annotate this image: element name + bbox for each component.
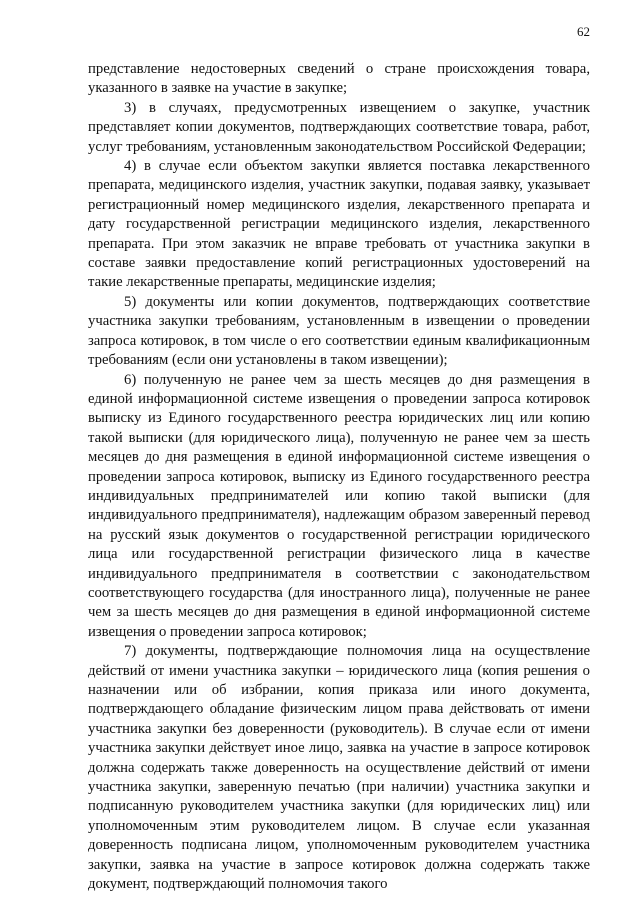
paragraph-item-3: 3) в случаях, предусмотренных извещением о закупке, участник представляет копии документов, подтверждающих соответствие товара, работ, услуг требованиям, установленным законодательством Российской Федерации; — [88, 99, 590, 155]
paragraph-item-6: 6) полученную не ранее чем за шесть месяцев до дня размещения в единой информационной системе извещения о проведении запроса котировок выписку из Единого государственного реестра юридических лиц или копию такой выписки (для юридического лица), полученную не ранее чем за шесть месяцев до дня размещения в единой информационной системе извещения о проведении запроса котировок, выписку из Единого государственного реестра индивидуальных предпринимателей или копию такой выписки (для индивидуального предпринимателя), надлежащим образом заверенный перевод на русский язык документов о государственной регистрации юридического лица или государственной регистрации физического лица в качестве индивидуального предпринимателя в соответствии с законодательством соответствующего государства (для иностранного лица), полученные не ранее чем за шесть месяцев до дня размещения в единой информационной системе извещения о проведении запроса котировок; — [88, 371, 590, 640]
paragraph-item-4: 4) в случае если объектом закупки является поставка лекарственного препарата, медицинского изделия, участник закупки, подавая заявку, указывает регистрационный номер медицинского изделия, лекарственного препарата и дату государственной регистрации медицинского изделия, лекарственного препарата. При этом заказчик не вправе требовать от участника закупки в составе заявки предоставление копий регистрационных удостоверений на такие лекарственные препараты, медицинские изделия; — [88, 158, 590, 291]
paragraph-continuation: представление недостоверных сведений о стране происхождения товара, указанного в заявке на участие в закупке; — [88, 61, 590, 97]
page-number: 62 — [577, 24, 590, 39]
paragraph-item-7: 7) документы, подтверждающие полномочия лица на осуществление действий от имени участника закупки – юридического лица (копия решения о назначении или об избрании, копия приказа или иного документа, подтверждающего обладание физическим лицом права действовать от имени участника закупки без доверенности (руководитель). В случае если от имени участника закупки действует иное лицо, заявка на участие в запросе котировок должна содержать также доверенность на осуществление действий от имени участника закупки, заверенную печатью (при наличии) участника закупки и подписанную руководителем участника закупки (для юридических лиц) или уполномоченным этим руководителем лицом. В случае если указанная доверенность подписана лицом, уполномоченным руководителем участника закупки, заявка на участие в запросе котировок должна содержать также документ, подтверждающий полномочия такого — [88, 643, 590, 893]
paragraph-item-5: 5) документы или копии документов, подтверждающих соответствие участника закупки требованиям, установленным в извещении о проведении запроса котировок, в том числе о его соответствии единым квалификационным требованиям (если они установлены в таком извещении); — [88, 293, 590, 369]
body-text — [88, 60, 590, 894]
